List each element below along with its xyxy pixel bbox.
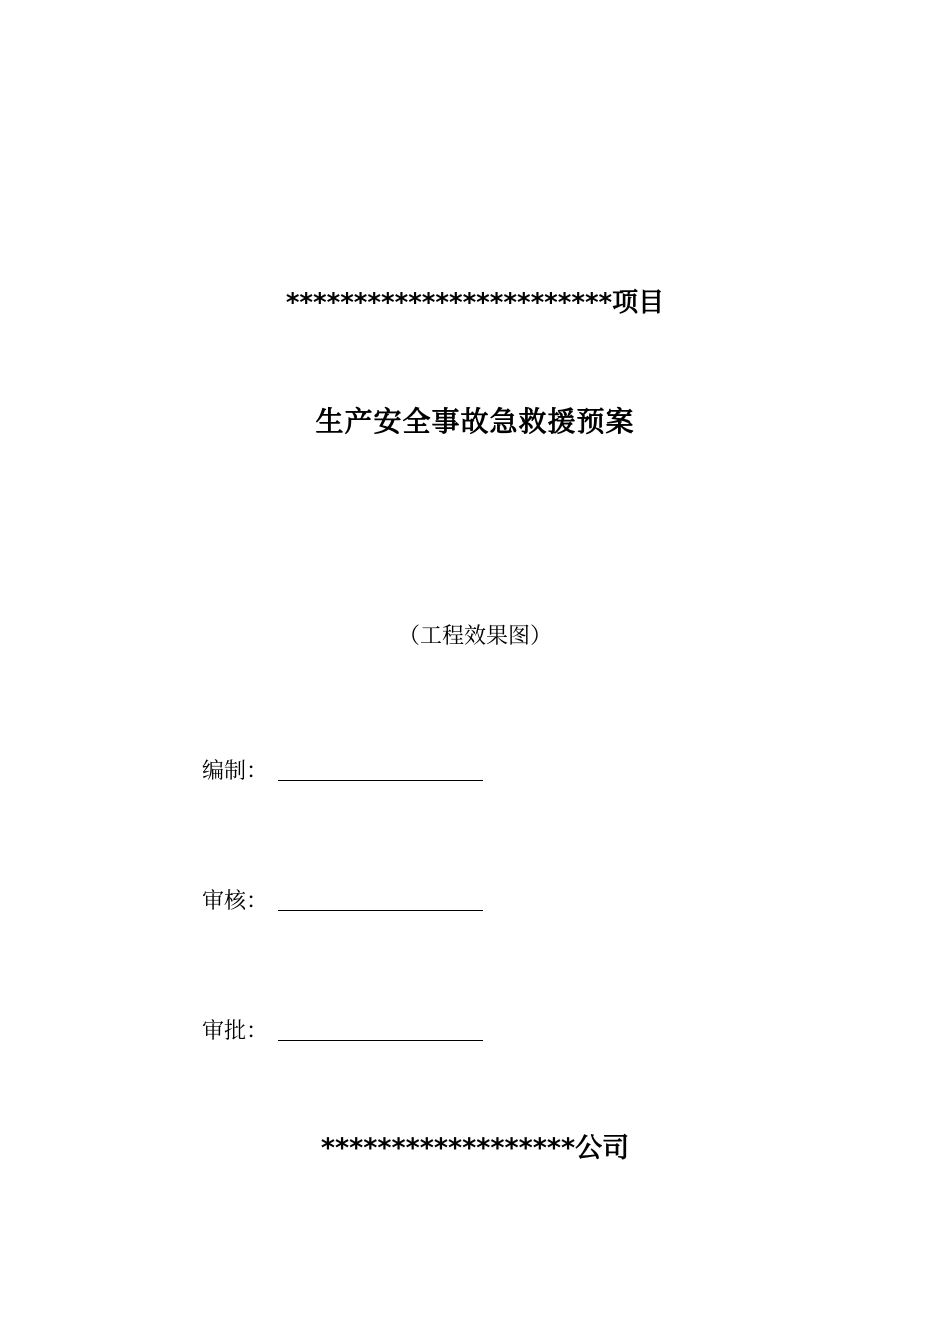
approved-by-signature-line (278, 1040, 483, 1041)
compiled-by-label: 编制： (202, 759, 269, 784)
project-rendering-placeholder: （工程效果图） (397, 624, 552, 649)
company-name: ******************公司 (320, 1133, 630, 1164)
reviewed-by-signature-line (278, 910, 483, 911)
approved-by-label: 审批： (202, 1019, 269, 1044)
compiled-by-signature-line (278, 780, 483, 781)
reviewed-by-label: 审核： (202, 889, 269, 914)
project-title: ************************项目 (285, 288, 665, 318)
document-title: 生产安全事故急救援预案 (315, 405, 635, 438)
